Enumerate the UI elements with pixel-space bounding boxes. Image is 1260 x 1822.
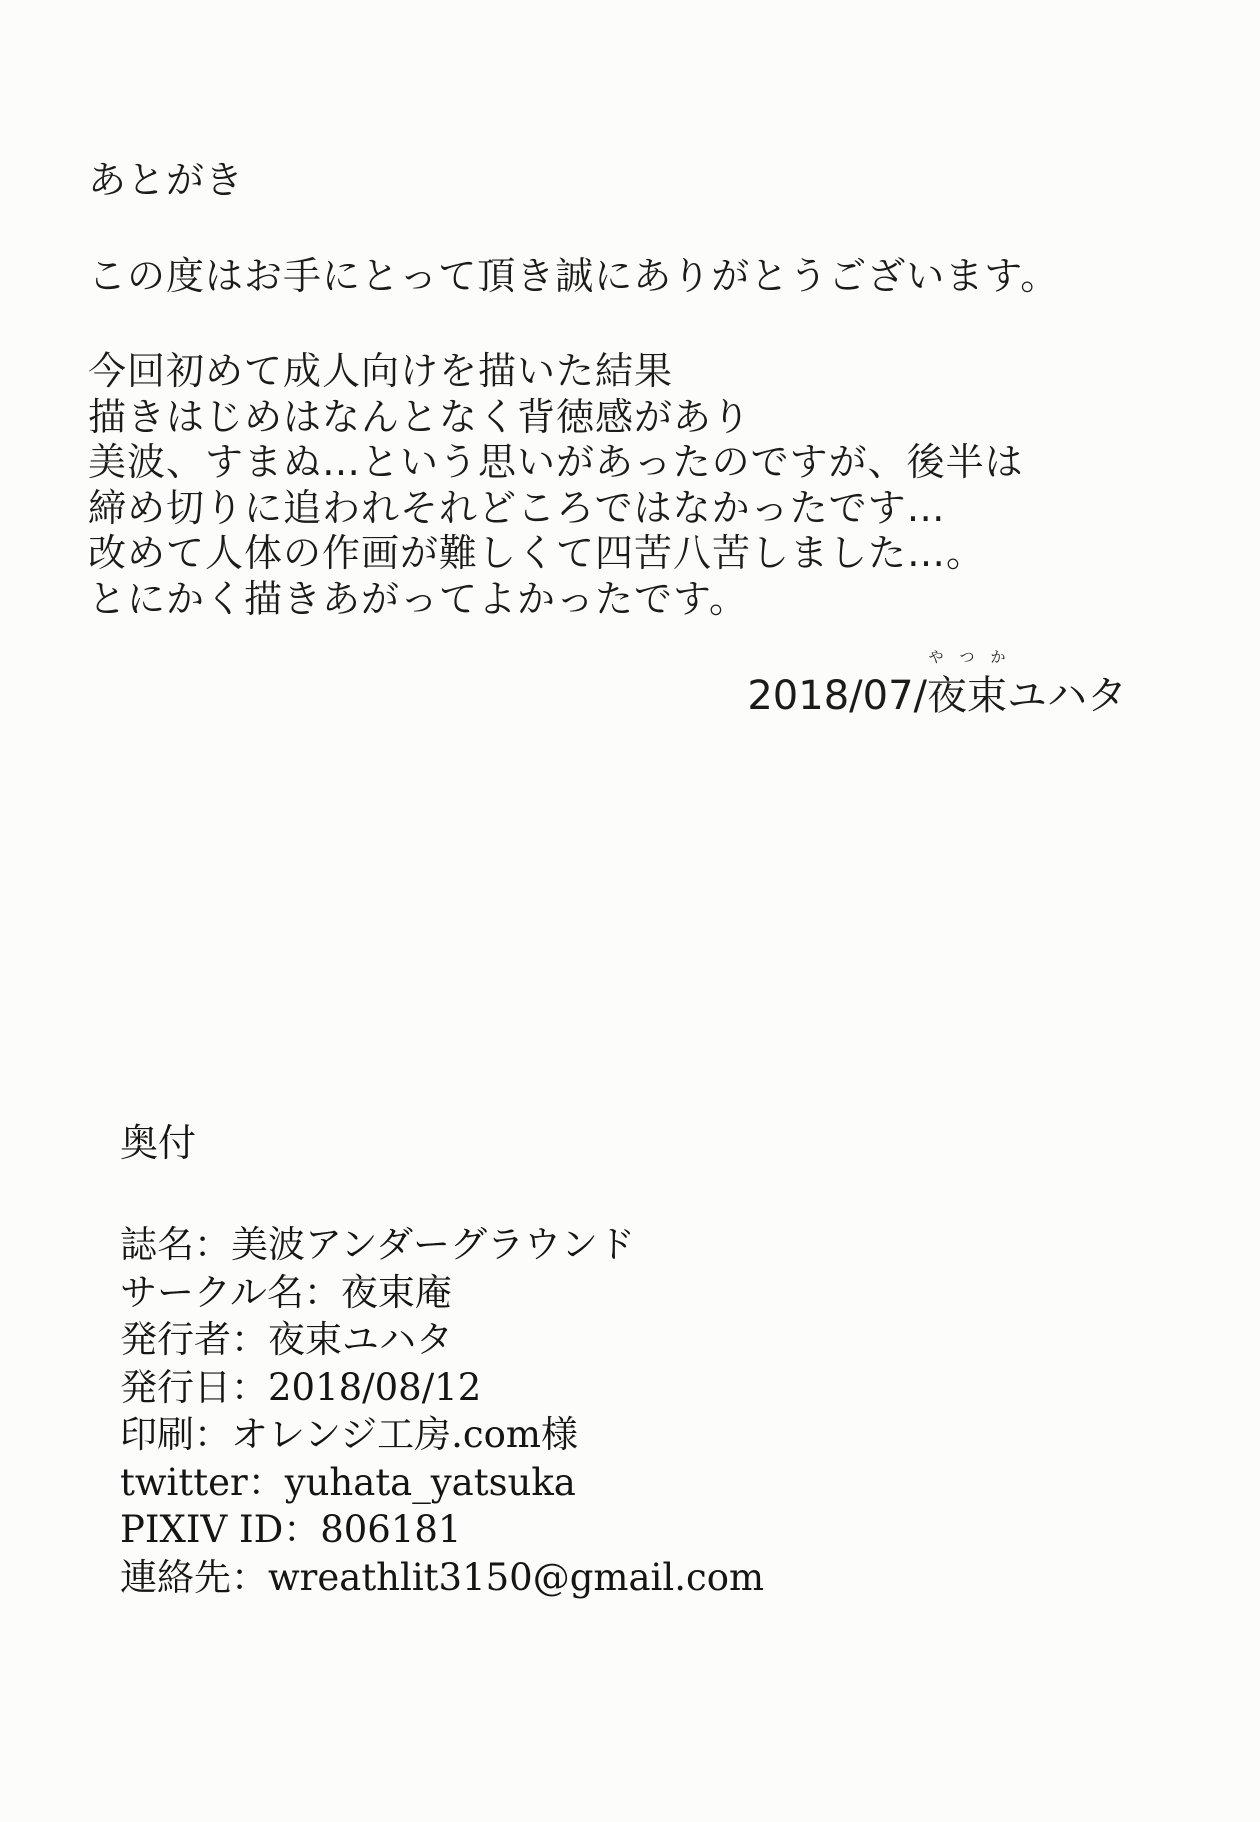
author-signature [747, 648, 1127, 720]
colophon-line-title: 誌名：美波アンダーグラウンド [120, 1223, 636, 1266]
afterword-body-line: 締め切りに追われそれどころではなかったです… [88, 485, 946, 530]
colophon-line-twitter: twitter：yuhata_yatsuka [120, 1460, 576, 1504]
colophon-line-date: 発行日：2018/08/12 [120, 1365, 482, 1409]
afterword-body-line: 美波、すまぬ…という思いがあったのですが、後半は [88, 440, 1024, 484]
afterword-body-line: 改めて人体の作画が難しくて四苦八苦しました…。 [88, 531, 986, 575]
colophon-line-printer: 印刷：オレンジ工房.com様 [120, 1413, 578, 1456]
colophon-section [120, 1112, 1180, 1601]
afterword-section [88, 158, 1168, 622]
pen-name-kana: ユハタ [1007, 673, 1127, 719]
colophon-line-contact: 連絡先：wreathlit3150@gmail.com [120, 1555, 765, 1599]
colophon-line-publisher: 発行者：夜束ユハタ [120, 1318, 453, 1361]
colophon-line-pixiv-id: PIXIV ID：806181 [120, 1508, 462, 1551]
colophon-line-circle: サークル名：夜束庵 [120, 1270, 452, 1314]
signature-date: 2018/07/ [747, 673, 927, 719]
colophon-heading: 奥付 [120, 1121, 197, 1165]
afterword-greeting: この度はお手にとって頂き誠にありがとうございます。 [88, 253, 1060, 298]
afterword-heading: あとがき [88, 158, 245, 202]
pen-name-with-furigana [927, 648, 1022, 720]
afterword-body-line: 今回初めて成人向けを描いた結果 [88, 349, 674, 393]
afterword-body-line: 描きはじめはなんとなく背徳感があり [88, 394, 752, 439]
afterword-body [88, 349, 1168, 622]
afterword-body-line: とにかく描きあがってよかったです。 [88, 576, 748, 621]
pen-name-kanji: 夜束 [927, 673, 1007, 719]
pen-name-furigana: やつか [928, 648, 1022, 666]
colophon-lines [120, 1221, 1180, 1601]
